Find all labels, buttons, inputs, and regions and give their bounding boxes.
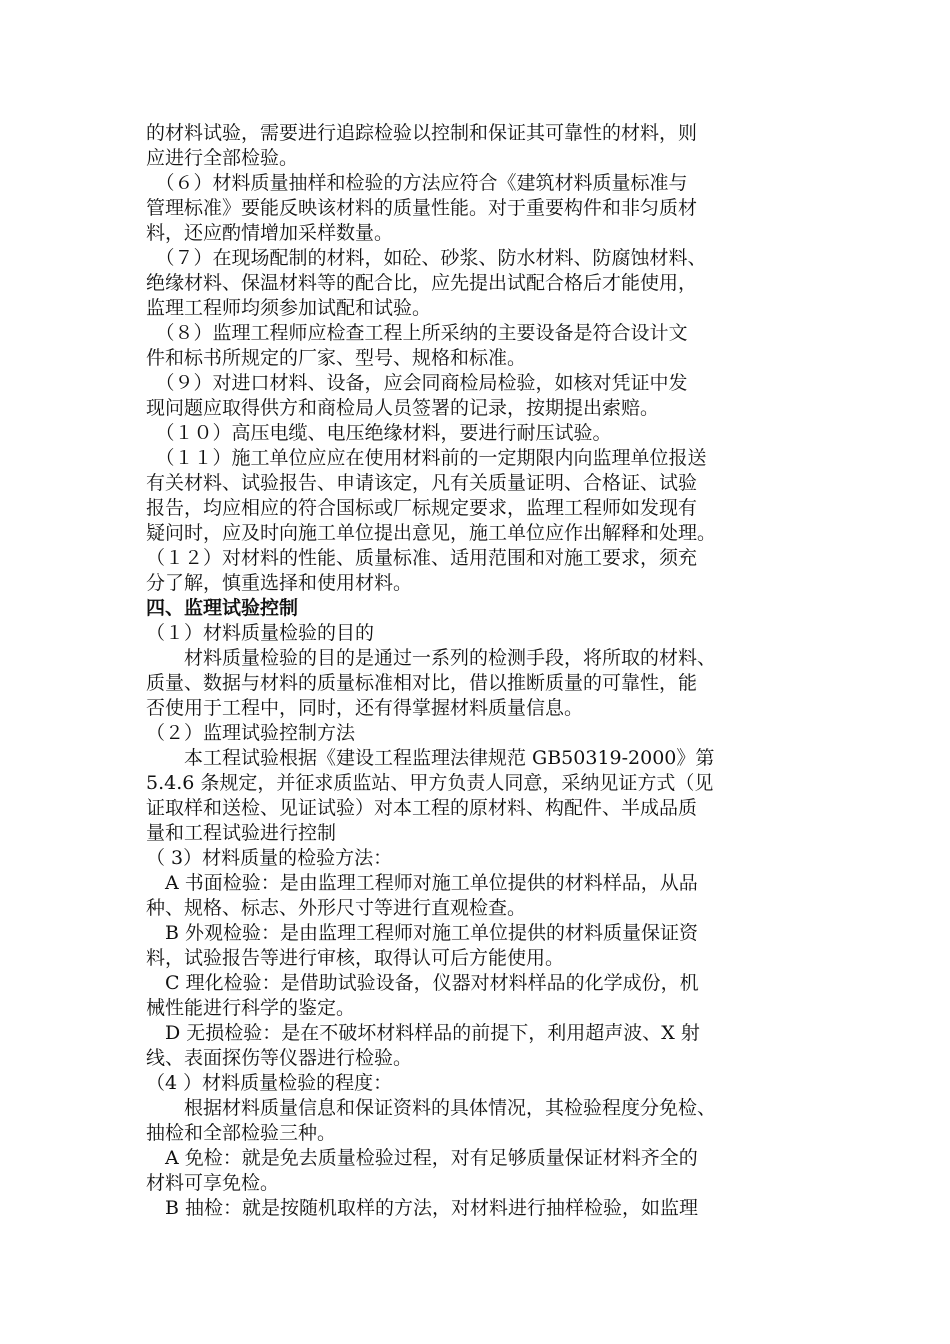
text-line: 材料可享免检。 — [146, 1172, 280, 1194]
subsection-heading: （4 ）材料质量检验的程度： — [146, 1072, 393, 1094]
text-line: （６）材料质量抽样和检验的方法应符合《建筑材料质量标准与 — [146, 172, 688, 194]
text-line: （７）在现场配制的材料，如砼、砂浆、防水材料、防腐蚀材料、 — [146, 247, 707, 269]
text-line: 报告，均应相应的符合国标或厂标规定要求，监理工程师如发现有 — [146, 497, 698, 519]
text-line: 绝缘材料、保温材料等的配合比，应先提出试配合格后才能使用， — [146, 272, 698, 294]
text-line: 管理标准》要能反映该材料的质量性能。对于重要构件和非匀质材 — [146, 197, 698, 219]
text-line: 监理工程师均须参加试配和试验。 — [146, 297, 432, 319]
text-line: 根据材料质量信息和保证资料的具体情况，其检验程度分免检、 — [146, 1097, 717, 1119]
text-line: （９）对进口材料、设备，应会同商检局检验，如核对凭证中发 — [146, 372, 688, 394]
text-line: 疑问时，应及时向施工单位提出意见，施工单位应作出解释和处理。 — [146, 522, 717, 544]
text-line: 料，试验报告等进行审核，取得认可后方能使用。 — [146, 947, 565, 969]
text-line: 有关材料、试验报告、申请该定，凡有关质量证明、合格证、试验 — [146, 472, 698, 494]
text-line: C 理化检验：是借助试验设备，仪器对材料样品的化学成份，机 — [146, 972, 699, 994]
text-line: 质量、数据与材料的质量标准相对比，借以推断质量的可靠性，能 — [146, 672, 698, 694]
text-line: 量和工程试验进行控制 — [146, 822, 337, 844]
text-line: 料，还应酌情增加采样数量。 — [146, 222, 394, 244]
text-line: 械性能进行科学的鉴定。 — [146, 997, 356, 1019]
text-line: 线、表面探伤等仪器进行检验。 — [146, 1047, 413, 1069]
text-line: 材料质量检验的目的是通过一系列的检测手段，将所取的材料、 — [146, 647, 717, 669]
text-line: 种、规格、标志、外形尺寸等进行直观检查。 — [146, 897, 527, 919]
text-line: D 无损检验：是在不破坏材料样品的前提下，利用超声波、X 射 — [146, 1022, 700, 1044]
text-line: A 书面检验：是由监理工程师对施工单位提供的材料样品，从品 — [146, 872, 698, 894]
text-line: （１２）对材料的性能、质量标准、适用范围和对施工要求，须充 — [146, 547, 698, 569]
text-line: 件和标书所规定的厂家、型号、规格和标准。 — [146, 347, 527, 369]
text-line: （１１）施工单位应应在使用材料前的一定期限内向监理单位报送 — [146, 447, 707, 469]
text-line: 应进行全部检验。 — [146, 147, 299, 169]
section-heading: 四、监理试验控制 — [146, 597, 299, 619]
document-body — [146, 121, 818, 1221]
text-line: 的材料试验，需要进行追踪检验以控制和保证其可靠性的材料，则 — [146, 122, 698, 144]
text-line: 5.4.6 条规定，并征求质监站、甲方负责人同意，采纳见证方式（见 — [146, 772, 714, 794]
subsection-heading: （１）材料质量检验的目的 — [146, 622, 375, 644]
text-line: （１０）高压电缆、电压绝缘材料，要进行耐压试验。 — [146, 422, 612, 444]
text-line: 证取样和送检、见证试验）对本工程的原材料、构配件、半成品质 — [146, 797, 698, 819]
subsection-heading: （ 3）材料质量的检验方法： — [146, 847, 393, 869]
text-line: （８）监理工程师应检查工程上所采纳的主要设备是符合设计文 — [146, 322, 688, 344]
subsection-heading: （２）监理试验控制方法 — [146, 722, 356, 744]
text-line: 抽检和全部检验三种。 — [146, 1122, 337, 1144]
text-line: A 免检：就是免去质量检验过程，对有足够质量保证材料齐全的 — [146, 1147, 698, 1169]
text-line: 分了解，慎重选择和使用材料。 — [146, 572, 413, 594]
text-line: B 抽检：就是按随机取样的方法，对材料进行抽样检验，如监理 — [146, 1197, 699, 1219]
text-line: 现问题应取得供方和商检局人员签署的记录，按期提出索赔。 — [146, 397, 660, 419]
text-line: 否使用于工程中，同时，还有得掌握材料质量信息。 — [146, 697, 584, 719]
text-line: B 外观检验：是由监理工程师对施工单位提供的材料质量保证资 — [146, 922, 699, 944]
text-line: 本工程试验根据《建设工程监理法律规范 GB50319-2000》第 — [146, 747, 715, 769]
